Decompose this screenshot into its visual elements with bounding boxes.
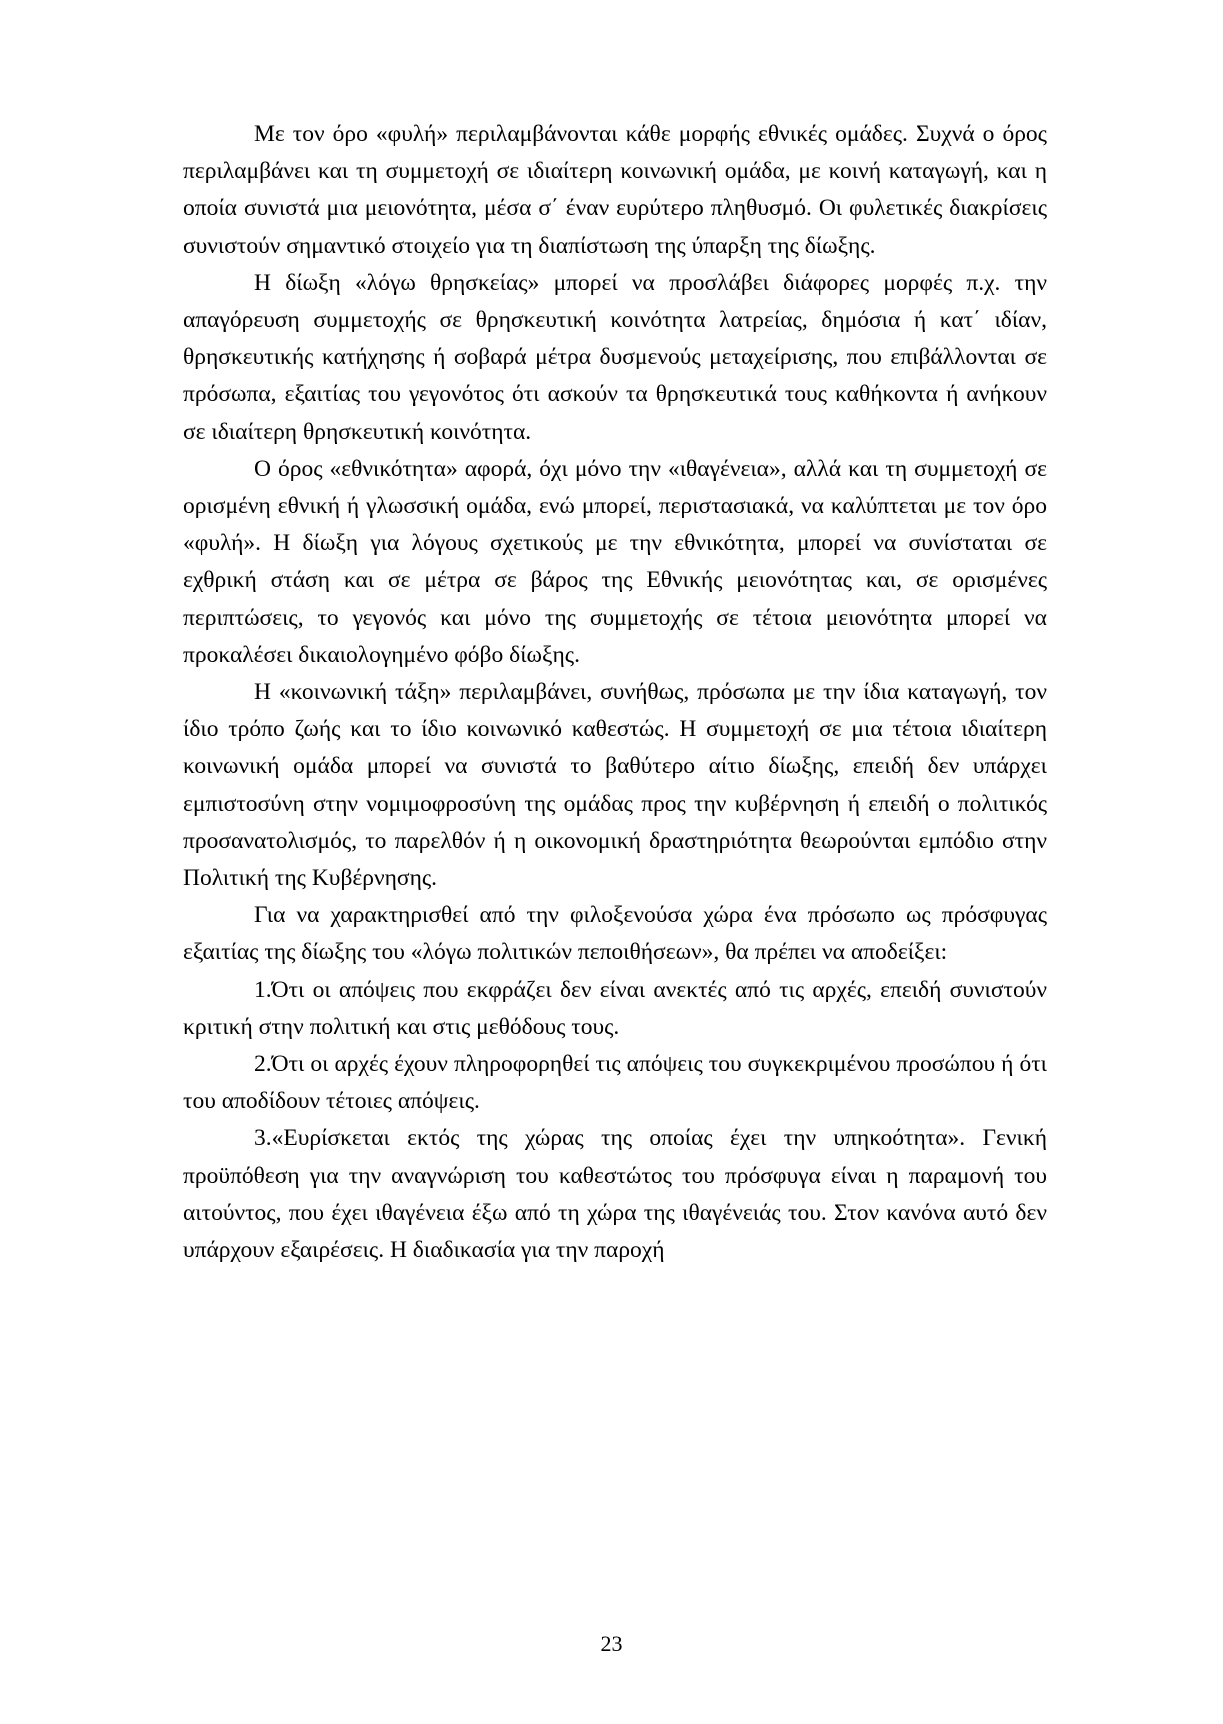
list-item-1: 1.Ότι οι απόψεις που εκφράζει δεν είναι ανεκτές από τις αρχές, επειδή συνιστούν κριτική στην πολιτική και στις μεθόδους τους. xyxy=(183,976,1047,1040)
list-item-3: 3.«Ευρίσκεται εκτός της χώρας της οποίας έχει την υπηκοότητα». Γενική προϋπόθεση για την αναγνώριση του καθεστώτος του πρόσφυγα είναι η παραμονή του αιτούντος, που έχει ιθαγένεια έξω από τη χώρα της ιθαγένειάς του. Στον κανόνα αυτό δεν υπάρχουν εξαιρέσεις. Η διαδικασία για την παροχή xyxy=(183,1125,1047,1264)
paragraph-nationality: Ο όρος «εθνικότητα» αφορά, όχι μόνο την «ιθαγένεια», αλλά και τη συμμετοχή σε ορισμένη εθνική ή γλωσσική ομάδα, ενώ μπορεί, περιστασιακά, να καλύπτεται με τον όρο «φυλή». Η δίωξη για λόγους σχετικούς με την εθνικότητα, μπορεί να συνίσταται σε εχθρική στάση και σε μέτρα σε βάρος της Εθνικής μειονότητας και, σε ορισμένες περιπτώσεις, το γεγονός και μόνο της συμμετοχής σε τέτοια μειονότητα μπορεί να προκαλέσει δικαιολογημένο φόβο δίωξης. xyxy=(183,455,1047,668)
page-body xyxy=(183,116,1047,1269)
paragraph-religion: Η δίωξη «λόγω θρησκείας» μπορεί να προσλάβει διάφορες μορφές π.χ. την απαγόρευση συμμετοχής σε θρησκευτική κοινότητα λατρείας, δημόσια ή κατ΄ ιδίαν, θρησκευτικής κατήχησης ή σοβαρά μέτρα δυσμενούς μεταχείρισης, που επιβάλλονται σε πρόσωπα, εξαιτίας του γεγονότος ότι ασκούν τα θρησκευτικά τους καθήκοντα ή ανήκουν σε ιδιαίτερη θρησκευτική κοινότητα. xyxy=(183,269,1047,445)
paragraph-race: Με τον όρο «φυλή» περιλαμβάνονται κάθε μορφής εθνικές ομάδες. Συχνά ο όρος περιλαμβάνει και τη συμμετοχή σε ιδιαίτερη κοινωνική ομάδα, με κοινή καταγωγή, και η οποία συνιστά μια μειονότητα, μέσα σ΄ έναν ευρύτερο πληθυσμό. Οι φυλετικές διακρίσεις συνιστούν σημαντικό στοιχείο για τη διαπίστωση της ύπαρξη της δίωξης. xyxy=(183,121,1047,259)
page-number: 23 xyxy=(600,1631,623,1656)
paragraph-political-opinion: Για να χαρακτηρισθεί από την φιλοξενούσα χώρα ένα πρόσωπο ως πρόσφυγας εξαιτίας της δίωξης του «λόγω πολιτικών πεποιθήσεων», θα πρέπει να αποδείξει: xyxy=(183,902,1047,966)
paragraph-social-group: Η «κοινωνική τάξη» περιλαμβάνει, συνήθως, πρόσωπα με την ίδια καταγωγή, τον ίδιο τρόπο ζωής και το ίδιο κοινωνικό καθεστώς. Η συμμετοχή σε μια τέτοια ιδιαίτερη κοινωνική ομάδα μπορεί να συνιστά το βαθύτερο αίτιο δίωξης, επειδή δεν υπάρχει εμπιστοσύνη στην νομιμοφροσύνη της ομάδας προς την κυβέρνηση ή επειδή ο πολιτικός προσανατολισμός, το παρελθόν ή η οικονομική δραστηριότητα θεωρούνται εμπόδιο στην Πολιτική της Κυβέρνησης. xyxy=(183,679,1047,892)
list-item-2: 2.Ότι οι αρχές έχουν πληροφορηθεί τις απόψεις του συγκεκριμένου προσώπου ή ότι του αποδίδουν τέτοιες απόψεις. xyxy=(183,1051,1047,1115)
